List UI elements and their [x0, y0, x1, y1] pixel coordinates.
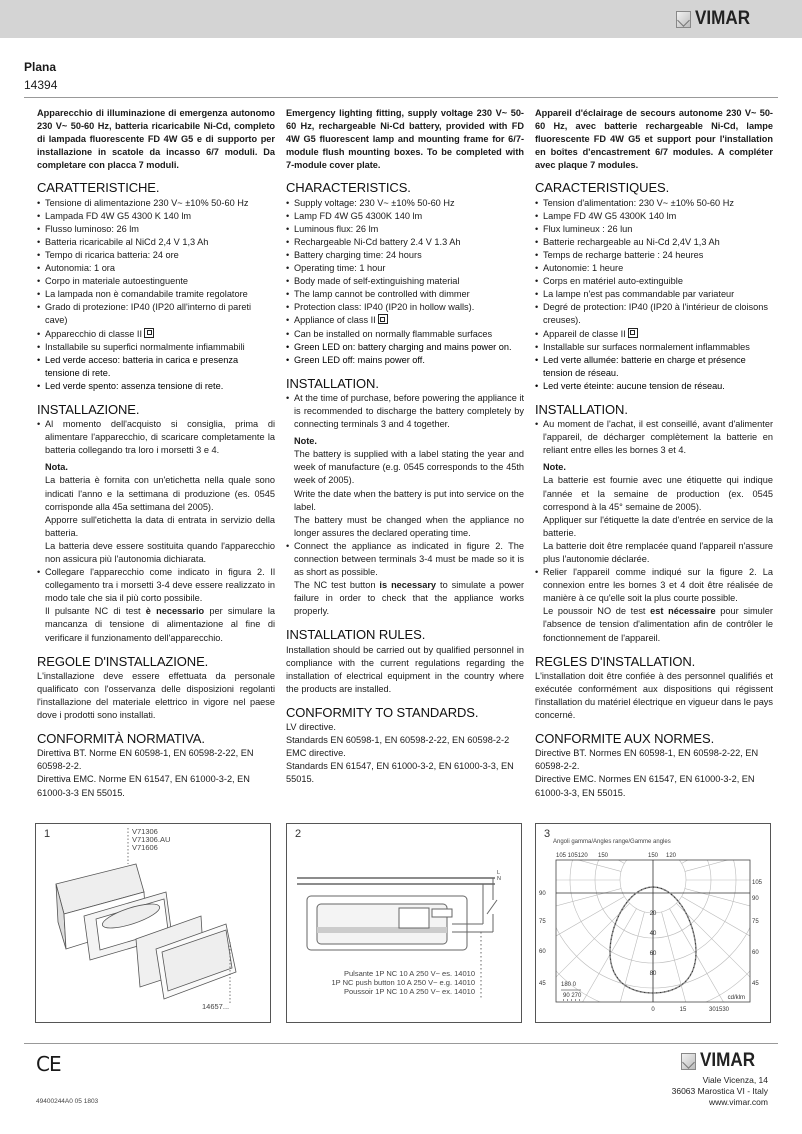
radial-tick-label: 20: [649, 911, 657, 917]
caption-it: Pulsante 1P NC 10 A 250 V~ es. 14010: [343, 969, 475, 978]
bottom-tick-label: 15: [679, 1007, 687, 1013]
characteristic-text: Flusso luminoso: 26 lm: [45, 223, 139, 234]
characteristic-item: [37, 328, 275, 341]
installation-list: [535, 418, 773, 457]
caption-en: 1P NC push button 10 A 250 V~ e.g. 14010: [331, 977, 475, 987]
characteristic-text: Flux lumineux : 26 lun: [543, 223, 633, 234]
characteristic-text: Appareil de classe II: [543, 328, 626, 339]
characteristic-item: [37, 223, 275, 236]
characteristic-item: [286, 275, 524, 288]
diagram-title: Angoli gamma/Angles range/Gamme angles: [553, 839, 671, 845]
characteristic-text: Led verde spento: assenza tensione di rete.: [45, 380, 224, 391]
note-paragraph: La batterie doit être remplacée quand l'appareil n'assure plus l'autonomie déclarée.: [543, 540, 773, 564]
characteristic-item: [286, 210, 524, 223]
note-paragraph: Write the date when the battery is put into service on the label.: [294, 488, 524, 512]
characteristic-text: Autonomie: 1 heure: [543, 263, 624, 274]
grid-spoke: [670, 909, 764, 1022]
polar-chart: [536, 824, 770, 1022]
left-tick-label: 90: [539, 891, 546, 897]
note-heading: Note.: [543, 462, 566, 473]
characteristic-text: Degré de protection: IP40 (IP20 à l'intérieur de cloisons creuses).: [543, 302, 768, 326]
plate-code: 14657...: [202, 1002, 230, 1011]
note-paragraph: La batteria è fornita con un'etichetta nella quale sono indicati l'anno e la settimana di produzione (es. 0545 corrisponde alla 45a settimana del 2005).: [45, 475, 275, 512]
characteristic-item: [286, 223, 524, 236]
grid-spoke: [662, 824, 710, 848]
characteristics-heading: CARACTERISTIQUES.: [535, 180, 670, 196]
characteristic-item: [37, 210, 275, 223]
characteristic-text: Batterie rechargeable au Ni-Cd 2,4V 1,3 Ah: [543, 236, 720, 247]
characteristic-text: Battery charging time: 24 hours: [294, 249, 422, 260]
column-french: [535, 107, 773, 800]
installation-rules-text: L'installazione deve essere effettuata da personale qualificato con l'osservanza delle disposizioni regolanti l'installazione del materiale elettrico in vigore nel paese dove i prodotti sono installati.: [37, 670, 275, 721]
characteristic-text: Luminous flux: 26 lm: [294, 223, 379, 234]
characteristic-item: [37, 380, 275, 393]
characteristic-item: [535, 223, 773, 236]
product-description: Appareil d'éclairage de secours autonome 230 V~ 50-60 Hz, avec batterie rechargeable Ni-Cd, lampe fluorescente FD 4W G5 et support pour l'installation en boîtes d'encastrement 6/7 modules. A compléter avec plaque 7 modules.: [535, 108, 773, 171]
figure-1-assembly: [35, 823, 271, 1023]
grid-spoke: [536, 824, 630, 857]
caption-fr: Poussoir 1P NC 10 A 250 V~ ex. 14010: [344, 986, 475, 996]
characteristic-item: [286, 354, 524, 367]
brand-name: VIMAR: [700, 1050, 756, 1071]
legend-label: 180 0: [561, 982, 577, 988]
characteristic-text: Lampe FD 4W G5 4300K 140 lm: [543, 210, 677, 221]
test-note-emphasis: est nécessaire: [650, 606, 716, 617]
grid-spoke: [670, 824, 764, 851]
box-code: V71306.AU: [132, 835, 171, 844]
characteristic-text: Body made of self-extinguishing material: [294, 276, 460, 287]
installation-heading: INSTALLATION.: [286, 375, 379, 391]
installation-rules-heading: REGOLE D'INSTALLAZIONE.: [37, 653, 209, 669]
top-tick-label: 120: [666, 853, 677, 859]
conformity-heading: CONFORMITÀ NORMATIVA.: [37, 731, 205, 747]
characteristics-list: [37, 197, 275, 393]
note-paragraph: The battery is supplied with a label stating the year and week of manufacture (e.g. 0545 corresponds to the 45th week of 2005).: [294, 449, 524, 486]
characteristic-item: [535, 301, 773, 327]
test-note-text: per simulare la mancanza di tensione di alimentazione al fine di verificare il funzionamento dell'apparecchio.: [45, 606, 275, 643]
website-link[interactable]: www.vimar.com: [708, 1097, 768, 1107]
bottom-tick-label: 0: [651, 1007, 655, 1013]
grid-spoke: [536, 824, 621, 871]
characteristic-item: [286, 301, 524, 314]
test-note-text: Il pulsante NC di test: [45, 606, 146, 617]
product-description: Apparecchio di illuminazione di emergenza autonomo 230 V~ 50-60 Hz, batteria ricaricabile Ni-Cd, completo di lampada fluorescente FD 4W G5 e di supporto per installazione in scatole da incasso 6/7 moduli. Da completare con placca 7 moduli.: [37, 108, 275, 171]
characteristics-heading: CHARACTERISTICS.: [286, 180, 411, 196]
address-street: Viale Vicenza, 14: [702, 1075, 768, 1085]
test-note-text: pour simuler l'absence de tension d'alimentation afin de contrôler le fonctionnement de l'appareil.: [543, 606, 773, 643]
characteristic-item: [286, 236, 524, 249]
grid-spoke: [596, 824, 644, 848]
characteristic-text: Installable sur surfaces normalement inflammables: [543, 341, 750, 352]
grid-spoke: [682, 824, 770, 864]
grid-spoke: [543, 824, 637, 851]
characteristic-text: Supply voltage: 230 V~ ±10% 50-60 Hz: [294, 197, 455, 208]
characteristic-text: Tensione di alimentazione 230 V~ ±10% 50-60 Hz: [45, 197, 249, 208]
header-divider: [24, 97, 778, 98]
test-button-note: [286, 579, 524, 618]
vimar-logo-icon: [681, 1053, 696, 1070]
characteristic-item: [37, 341, 275, 354]
characteristic-text: Green LED on: battery charging and mains power on.: [294, 341, 512, 352]
box-code: V71606: [132, 843, 158, 852]
characteristic-item: [286, 341, 524, 354]
test-button-note: [37, 605, 275, 644]
characteristic-text: Lampada FD 4W G5 4300 K 140 lm: [45, 210, 192, 221]
note-paragraph: Apporre sull'etichetta la data di entrata in servizio della batteria.: [45, 514, 275, 538]
legend-label: 90 270: [563, 993, 582, 999]
characteristic-text: The lamp cannot be controlled with dimmer: [294, 289, 470, 300]
characteristic-item: [286, 262, 524, 275]
characteristic-text: Batteria ricaricabile al NiCd 2,4 V 1,3 Ah: [45, 236, 209, 247]
installation-list-2: [535, 566, 773, 605]
note-paragraph: The battery must be changed when the appliance no longer assures the declared operating time.: [294, 514, 524, 538]
figure-number: 2: [295, 828, 302, 840]
top-tick-label: 150: [598, 853, 609, 859]
characteristic-text: Corpo in materiale autoestinguente: [45, 276, 189, 287]
characteristic-text: Corps en matériel auto-extinguible: [543, 276, 683, 287]
ce-mark: CE: [36, 1052, 61, 1076]
product-series: Plana: [24, 60, 57, 74]
characteristic-item: [37, 288, 275, 301]
characteristic-item: [535, 288, 773, 301]
grid-spoke: [536, 889, 621, 937]
installation-step-1: • At the time of purchase, before powering the appliance it is recommended to discharge the battery completely by connecting terminals 3 and 4 together.: [286, 392, 524, 431]
footer-divider: [24, 1043, 778, 1044]
characteristic-text: Protection class: IP40 (IP20 in hollow walls).: [294, 302, 475, 313]
bottom-tick-label: 301530: [708, 1007, 730, 1013]
conformity-heading: CONFORMITY TO STANDARDS.: [286, 704, 479, 720]
line-labels: [497, 870, 501, 882]
class-ii-icon: [628, 328, 638, 338]
characteristic-item: [37, 262, 275, 275]
installation-rules-text: L'installation doit être confiée à des personnel qualifiés et exécutée conformément aux dispositions qui régissent l'installation du matériel électrique en vigueur dans le pays concerné.: [535, 670, 773, 721]
characteristics-list: [535, 197, 773, 393]
left-tick-label: 60: [539, 949, 546, 955]
test-note-emphasis: is necessary: [379, 580, 437, 591]
installation-step-2: • Relier l'appareil comme indiqué sur la figure 2. La connexion entre les bornes 3 et 4 doit être réalisée de manière à ce qu'elle soit la plus courte possible.: [535, 566, 773, 605]
installation-step-2: • Collegare l'apparecchio come indicato in figura 2. Il collegamento tra i morsetti 3-4 deve essere realizzato in modo tale che sia il più corto possibile.: [37, 566, 275, 605]
installation-list: [286, 392, 524, 431]
test-note-emphasis: è necessario: [145, 606, 205, 617]
conformity-heading: CONFORMITE AUX NORMES.: [535, 731, 715, 747]
installation-step-1: • Al momento dell'acquisto si consiglia, prima di alimentare l'apparecchio, di scaricare completamente la batteria collegando tra loro i morsetti 3 e 4.: [37, 418, 275, 457]
characteristic-text: Green LED off: mains power off.: [294, 354, 425, 365]
radial-tick-label: 80: [649, 971, 657, 977]
document-code: 49400244A0 05 1803: [36, 1098, 99, 1105]
conformity-line: Directive BT. Normes EN 60598-1, EN 60598-2-22, EN 60598-2-2.: [535, 748, 759, 772]
characteristic-item: [535, 197, 773, 210]
top-tick-label: 105 105120: [556, 853, 588, 859]
characteristic-item: [286, 314, 524, 327]
assembly-drawing: [36, 824, 270, 1022]
characteristic-item: [535, 249, 773, 262]
phase-label: L: [497, 870, 501, 876]
characteristics-list: [286, 197, 524, 367]
characteristic-text: Rechargeable Ni-Cd battery 2.4 V 1.3 Ah: [294, 236, 461, 247]
characteristic-item: [37, 197, 275, 210]
right-tick-label: 105: [752, 880, 763, 886]
note-paragraph: La batterie est fournie avec une étiquette qui indique l'année et la semaine de production (ex. 0545 correspond à la 45° semaine de 2005).: [543, 475, 773, 512]
right-tick-label: 75: [752, 919, 759, 925]
unit-label: cd/klm: [727, 995, 745, 1001]
conformity-line: Directive EMC. Normes EN 61547, EN 61000-3-2, EN 61000-3-3, EN 55015.: [535, 774, 755, 798]
vimar-logo: [676, 8, 756, 30]
figure-number: 3: [544, 828, 551, 840]
conformity-line: Standards EN 61547, EN 61000-3-2, EN 61000-3-3, EN 55015.: [286, 761, 514, 785]
note-heading: Nota.: [45, 462, 68, 473]
characteristic-text: Tension d'alimentation: 230 V~ ±10% 50-60 Hz: [543, 197, 734, 208]
note-paragraph: La batteria deve essere sostituita quando l'apparecchio non assicura più l'autonomia dichiarata.: [45, 540, 275, 564]
conformity-line: EMC directive.: [286, 748, 346, 759]
characteristic-item: [535, 380, 773, 393]
characteristic-item: [535, 341, 773, 354]
installation-rules-heading: REGLES D'INSTALLATION.: [535, 653, 696, 669]
grid-spoke: [685, 824, 770, 871]
characteristic-text: Autonomia: 1 ora: [45, 263, 115, 274]
conformity-lines: [286, 721, 524, 786]
company-address: [672, 1075, 768, 1108]
characteristic-text: Apparecchio di classe II: [45, 328, 143, 339]
characteristic-item: [535, 262, 773, 275]
right-tick-label: 45: [752, 981, 759, 987]
installation-list-2: [37, 566, 275, 605]
characteristic-item: [286, 249, 524, 262]
column-english: [286, 107, 524, 787]
characteristic-item: [37, 236, 275, 249]
characteristic-item: [535, 354, 773, 380]
installation-rules-heading: INSTALLATION RULES.: [286, 627, 426, 643]
characteristic-text: Operating time: 1 hour: [294, 263, 386, 274]
characteristic-item: [37, 275, 275, 288]
characteristic-item: [37, 354, 275, 380]
neutral-label: N: [497, 876, 501, 882]
test-note-text: The NC test button: [294, 580, 380, 591]
right-tick-label: 90: [752, 896, 759, 902]
grid-spoke: [676, 824, 770, 857]
grid-spoke: [543, 909, 637, 1022]
column-italian: [37, 107, 275, 800]
test-button-note: [535, 605, 773, 644]
characteristic-text: Lamp FD 4W G5 4300K 140 lm: [294, 210, 423, 221]
characteristic-text: Led verte allumée: batterie en charge et présence tension de réseau.: [543, 354, 746, 378]
test-note-text: Le poussoir NO de test: [543, 606, 651, 617]
conformity-line: LV directive.: [286, 722, 336, 733]
installation-step-1: • Au moment de l'achat, il est conseillé, avant d'alimenter l'appareil, de décharger complètement la batterie en reliant entre elles les bornes 3 et 4.: [535, 418, 773, 457]
characteristic-item: [286, 328, 524, 341]
left-tick-label: 75: [539, 919, 546, 925]
characteristic-text: Appliance of class II: [294, 315, 376, 326]
characteristic-text: Led verde acceso: batteria in carica e presenza tensione di rete.: [45, 354, 239, 378]
characteristic-item: [286, 288, 524, 301]
grid-spoke: [662, 912, 710, 1022]
characteristic-item: [535, 210, 773, 223]
address-city: 36063 Marostica VI - Italy: [671, 1086, 768, 1096]
characteristic-item: [535, 275, 773, 288]
class-ii-icon: [144, 328, 154, 338]
installation-list: [37, 418, 275, 457]
characteristic-item: [535, 328, 773, 341]
figure-number: 1: [44, 828, 51, 840]
characteristic-text: Tempo di ricarica batteria: 24 ore: [45, 249, 179, 260]
characteristics-heading: CARATTERISTICHE.: [37, 180, 160, 196]
installation-heading: INSTALLATION.: [535, 401, 628, 417]
test-note-text: to simulate a power failure in order to check that the appliance works properly.: [294, 580, 524, 617]
conformity-line: Direttiva EMC. Norme EN 61547, EN 61000-3-2, EN 61000-3-3 EN 55015.: [37, 774, 250, 798]
brand-name: VIMAR: [695, 8, 751, 29]
right-tick-label: 60: [752, 950, 759, 956]
vimar-logo-footer: [681, 1050, 761, 1072]
figure-2-wiring: [286, 823, 522, 1023]
class-ii-icon: [378, 314, 388, 324]
characteristic-text: La lampada non è comandabile tramite regolatore: [45, 289, 248, 300]
radial-tick-label: 40: [649, 931, 657, 937]
vimar-logo-icon: [676, 11, 691, 28]
grid-spoke: [596, 912, 644, 1022]
radial-tick-label: 60: [649, 951, 657, 957]
installation-heading: INSTALLAZIONE.: [37, 401, 140, 417]
characteristic-text: Temps de recharge batterie : 24 heures: [543, 249, 704, 260]
left-tick-label: 45: [539, 981, 546, 987]
installation-list-2: [286, 540, 524, 579]
characteristic-text: Grado di protezione: IP40 (IP20 all'interno di pareti cave): [45, 302, 252, 326]
characteristic-item: [535, 236, 773, 249]
box-code: V71306: [132, 827, 158, 836]
installation-rules-text: Installation should be carried out by qualified personnel in compliance with the current regulations regarding the installation of electrical equipment in the country where the products are installed.: [286, 644, 524, 694]
characteristic-item: [37, 301, 275, 327]
characteristic-item: [286, 197, 524, 210]
conformity-lines: [535, 747, 773, 799]
characteristic-text: Can be installed on normally flammable surfaces: [294, 328, 493, 339]
installation-step-2: • Connect the appliance as indicated in figure 2. The connection between terminals 3-4 must be made so it is as short as possible.: [286, 540, 524, 579]
conformity-line: Direttiva BT. Norme EN 60598-1, EN 60598-2-22, EN 60598-2-2.: [37, 748, 254, 772]
characteristic-text: Led verte éteinte: aucune tension de réseau.: [543, 380, 725, 391]
push-button-captions: [331, 970, 475, 996]
note-paragraph: Appliquer sur l'étiquette la date d'entrée en service de la batterie.: [543, 514, 773, 538]
conformity-line: Standards EN 60598-1, EN 60598-2-22, EN 60598-2-2: [286, 735, 510, 746]
product-description: Emergency lighting fitting, supply voltage 230 V~ 50-60 Hz, rechargeable Ni-Cd battery, provided with FD 4W G5 fluorescent lamp and mounting frame for 6/7-module flush mounting boxes. To be completed with 7-module cover plate.: [286, 108, 524, 171]
characteristic-text: La lampe n'est pas commandable par variateur: [543, 289, 735, 300]
note-heading: Note.: [294, 436, 317, 447]
conformity-lines: [37, 747, 275, 799]
characteristic-text: Installabile su superfici normalmente infiammabili: [45, 341, 245, 352]
product-code: 14394: [24, 78, 58, 92]
characteristic-item: [37, 249, 275, 262]
figure-3-photometric-diagram: [535, 823, 771, 1023]
top-tick-label: 150: [648, 853, 659, 859]
